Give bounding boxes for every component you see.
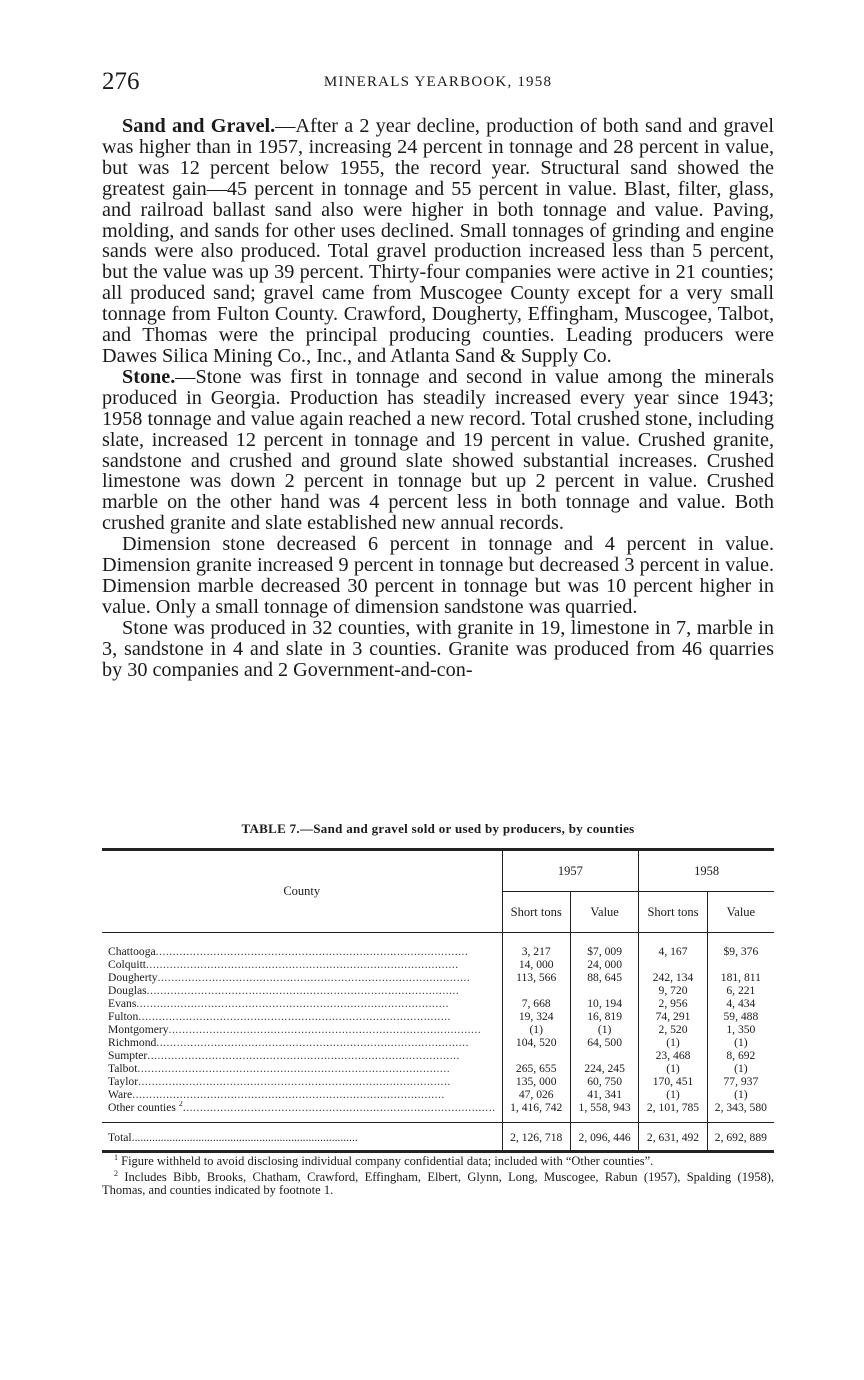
page-number: 276 — [102, 68, 140, 95]
cell-short-tons-1958 — [639, 958, 707, 971]
column-header-short-tons-1958: Short tons — [639, 892, 707, 933]
cell-short-tons-1958: 9, 720 — [639, 984, 707, 997]
footnote-2-ref: 2 — [178, 1101, 183, 1109]
cell-short-tons-1957: 14, 000 — [502, 958, 570, 971]
cell-value-1957 — [570, 984, 638, 997]
footnote-2-mark: 2 — [114, 1168, 118, 1178]
cell-short-tons-1957: (1) — [502, 1023, 570, 1036]
cell-value-1957: 24, 000 — [570, 958, 638, 971]
total-short-tons-1957: 2, 126, 718 — [502, 1123, 570, 1152]
sand-gravel-heading: Sand and Gravel. — [122, 115, 276, 137]
county-name: Chattooga............................................................................................ — [102, 933, 502, 959]
cell-short-tons-1958: 4, 167 — [639, 933, 707, 959]
total-value-1957: 2, 096, 446 — [570, 1123, 638, 1152]
county-name: Talbot............................................................................................ — [102, 1062, 502, 1075]
cell-value-1958: $9, 376 — [723, 945, 759, 958]
cell-value-1958: (1) — [734, 1036, 748, 1049]
cell-short-tons-1957: 104, 520 — [502, 1036, 570, 1049]
cell-short-tons-1958: 242, 134 — [639, 971, 707, 984]
cell-value-1957: 224, 245 — [570, 1062, 638, 1075]
county-name: Ware............................................................................................ — [102, 1088, 502, 1101]
table-row — [102, 1062, 774, 1075]
table-row — [102, 971, 774, 984]
sand-gravel-table — [102, 848, 774, 1153]
table-row — [102, 997, 774, 1010]
footnote-1 — [102, 1152, 774, 1169]
cell-value-1958: (1) — [734, 1062, 748, 1075]
cell-value-1957: 10, 194 — [570, 997, 638, 1010]
cell-value-1957: 64, 500 — [570, 1036, 638, 1049]
cell-short-tons-1958: (1) — [639, 1062, 707, 1075]
running-head — [102, 68, 774, 98]
cell-short-tons-1957: 1, 416, 742 — [502, 1101, 570, 1123]
cell-value-1957: 41, 341 — [570, 1088, 638, 1101]
cell-short-tons-1957: 265, 655 — [502, 1062, 570, 1075]
total-label: Total.............................................................................. — [102, 1123, 502, 1152]
table-body — [102, 933, 774, 1123]
footnote-2-text: Includes Bibb, Brooks, Chatham, Crawford, Effingham, Elbert, Glynn, Long, Muscogee, Rabun (1957), Spalding (1958), Thomas, and counties indicated by footnote 1. — [102, 1169, 775, 1197]
cell-short-tons-1957: 47, 026 — [502, 1088, 570, 1101]
column-header-value-1958: Value — [707, 892, 774, 933]
cell-value-1957: 1, 558, 943 — [570, 1101, 638, 1123]
cell-value-1958: 77, 937 — [723, 1075, 759, 1088]
cell-short-tons-1958: (1) — [639, 1036, 707, 1049]
cell-value-1957: (1) — [570, 1023, 638, 1036]
dimension-stone-paragraph: Dimension stone decreased 6 percent in tonnage and 4 percent in value. Dimension granite increased 9 percent in tonnage but decreased 3 percent in value. Dimension marble decreased 30 percent in tonnage but was 10 percent higher in value. Only a small tonnage of dimension sandstone was quarried. — [102, 533, 774, 618]
running-title: MINERALS YEARBOOK, 1958 — [323, 74, 553, 90]
table-row — [102, 958, 774, 971]
cell-short-tons-1958: (1) — [639, 1088, 707, 1101]
table-row — [102, 1049, 774, 1062]
county-name: Taylor............................................................................................ — [102, 1075, 502, 1088]
cell-short-tons-1957: 135, 000 — [502, 1075, 570, 1088]
footnote-1-text: Figure withheld to avoid disclosing individual company confidential data; included with “Other counties”. — [121, 1154, 654, 1168]
stone-counties-paragraph: Stone was produced in 32 counties, with granite in 19, limestone in 7, marble in 3, sandstone in 4 and slate in 3 counties. Granite was produced from 46 quarries by 30 companies and 2 Government-and-con- — [102, 616, 774, 681]
total-row — [102, 1123, 774, 1152]
cell-value-1958: 8, 692 — [726, 1049, 756, 1062]
county-name: Montgomery............................................................................................ — [102, 1023, 502, 1036]
table-row — [102, 1023, 774, 1036]
stone-text: —Stone was first in tonnage and second in value among the minerals produced in Georgia. Production has steadily increased every year since 1943; 1958 tonnage and value again reached a new record. Total crushed stone, including slate, increased 12 percent in tonnage and 19 percent in value. Crushed granite, sandstone and crushed and ground slate showed substantial increases. Crushed limestone was down 2 percent in tonnage but up 2 percent in value. Crushed marble on the other hand was 4 percent less in both tonnage and value. Both crushed granite and slate established new annual records. — [102, 365, 774, 535]
footnotes — [102, 1152, 775, 1200]
county-name: Dougherty............................................................................................ — [102, 971, 502, 984]
cell-value-1957: $7, 009 — [570, 933, 638, 959]
cell-value-1957: 60, 750 — [570, 1075, 638, 1088]
footnote-1-mark: 1 — [114, 1152, 118, 1162]
county-name: Fulton............................................................................................ — [102, 1010, 502, 1023]
table-row — [102, 933, 774, 959]
total-short-tons-1958: 2, 631, 492 — [639, 1123, 707, 1152]
column-header-1958: 1958 — [639, 850, 774, 892]
table-row — [102, 1010, 774, 1023]
total-value-1958: 2, 692, 889 — [707, 1123, 774, 1152]
county-name: Richmond............................................................................................ — [102, 1036, 502, 1049]
cell-value-1958: 2, 343, 580 — [707, 1101, 774, 1123]
cell-short-tons-1958: 2, 956 — [639, 997, 707, 1010]
cell-short-tons-1957: 113, 566 — [502, 971, 570, 984]
table-row — [102, 984, 774, 997]
cell-value-1958: 4, 434 — [726, 997, 756, 1010]
sand-gravel-paragraph — [102, 116, 774, 367]
county-name: Evans............................................................................................ — [102, 997, 502, 1010]
table-caption: TABLE 7.—Sand and gravel sold or used by producers, by counties — [241, 821, 635, 836]
cell-value-1958: (1) — [734, 1088, 748, 1101]
cell-short-tons-1958: 23, 468 — [639, 1049, 707, 1062]
column-header-1957: 1957 — [502, 850, 639, 892]
cell-short-tons-1957 — [502, 984, 570, 997]
cell-short-tons-1958: 170, 451 — [639, 1075, 707, 1088]
cell-short-tons-1958: 2, 101, 785 — [639, 1101, 707, 1123]
table-row — [102, 1075, 774, 1088]
cell-value-1958: 59, 488 — [723, 1010, 759, 1023]
county-name: Sumpter............................................................................................ — [102, 1049, 502, 1062]
table-row — [102, 1101, 774, 1123]
cell-short-tons-1957: 7, 668 — [502, 997, 570, 1010]
cell-value-1957: 16, 819 — [570, 1010, 638, 1023]
footnote-2 — [102, 1168, 775, 1198]
column-header-short-tons-1957: Short tons — [502, 892, 570, 933]
stone-paragraph — [102, 367, 774, 534]
county-name: Douglas............................................................................................ — [102, 984, 502, 997]
body-text — [102, 116, 774, 680]
table-row — [102, 1088, 774, 1101]
county-name: Colquitt............................................................................................ — [102, 958, 502, 971]
cell-value-1958 — [707, 958, 774, 971]
cell-short-tons-1957 — [502, 1049, 570, 1062]
cell-value-1958: 6, 221 — [726, 984, 756, 997]
sand-gravel-text: —After a 2 year decline, production of both sand and gravel was higher than in 1957, increasing 24 percent in tonnage and 28 percent in value, but was 12 percent below 1955, the record year. Structural sand showed the greatest gain—45 percent in tonnage and 55 percent in value. Blast, filter, glass, and railroad ballast sand also were higher in both tonnage and value. Paving, molding, and sands for other uses declined. Small tonnages of grinding and engine sands were also produced. Total gravel production increased less than 5 percent, but the value was up 39 percent. Thirty-four companies were active in 21 counties; all produced sand; gravel came from Muscogee County except for a very small tonnage from Fulton County. Crawford, Dougherty, Effingham, Muscogee, Talbot, and Thomas were the principal producing counties. Leading producers were Dawes Silica Mining Co., Inc., and Atlanta Sand & Supply Co. — [102, 115, 774, 367]
column-header-value-1957: Value — [570, 892, 638, 933]
cell-short-tons-1958: 2, 520 — [639, 1023, 707, 1036]
table-row — [102, 1036, 774, 1049]
cell-short-tons-1957: 19, 324 — [502, 1010, 570, 1023]
cell-value-1958: 1, 350 — [726, 1023, 756, 1036]
cell-value-1957 — [570, 1049, 638, 1062]
column-header-county: County — [102, 850, 502, 933]
table-header-row — [102, 850, 774, 892]
county-name: Other counties $^2$............................................................................................ — [102, 1101, 502, 1123]
cell-short-tons-1958: 74, 291 — [639, 1010, 707, 1023]
cell-value-1958: 181, 811 — [720, 971, 761, 984]
stone-heading: Stone. — [122, 365, 176, 388]
cell-value-1957: 88, 645 — [570, 971, 638, 984]
cell-short-tons-1957: 3, 217 — [502, 933, 570, 959]
